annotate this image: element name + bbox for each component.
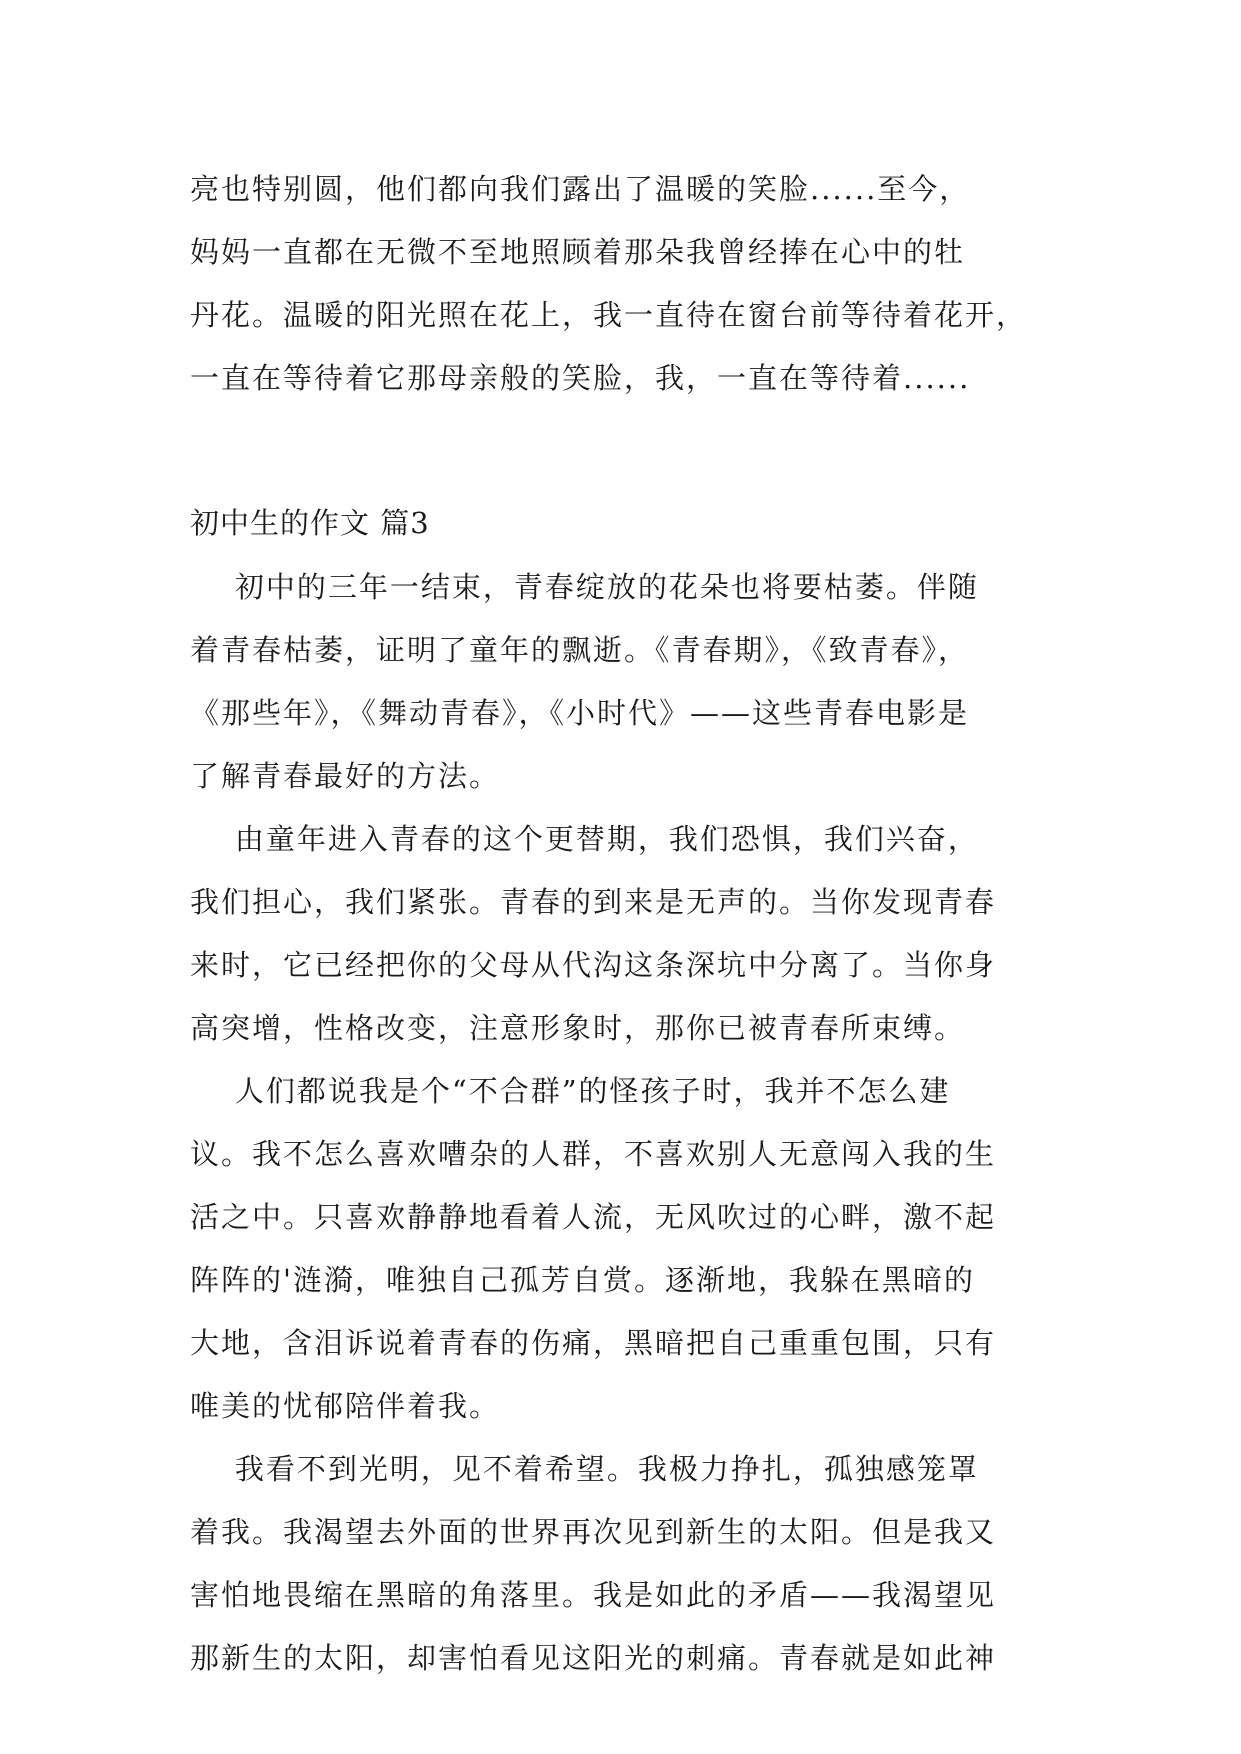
text-line: 了解青春最好的方法。 [190,759,501,793]
paragraph [190,1060,1050,1438]
text-line: 人们都说我是个“不合群”的怪孩子时，我并不怎么建 [190,1074,951,1108]
text-line: 由童年进入青春的这个更替期，我们恐惧，我们兴奋， [190,822,979,856]
text-line: 活之中。只喜欢静静地看着人流，无风吹过的心畔，激不起 [190,1200,997,1234]
text-line: 我看不到光明，见不着希望。我极力挣扎，孤独感笼罩 [190,1452,979,1486]
text-line: 《那些年》，《舞动青春》，《小时代》——这些青春电影是 [190,696,970,730]
text-line: 着青春枯萎，证明了童年的飘逝。《青春期》，《致青春》， [190,633,970,667]
section-heading: 初中生的作文 篇3 [190,506,430,540]
text-line: 来时，它已经把你的父母从代沟这条深坑中分离了。当你身 [190,948,997,982]
text-line: 那新生的太阳，却害怕看见这阳光的刺痛。青春就是如此神 [190,1641,997,1675]
text-line: 丹花。温暖的阳光照在花上，我一直待在窗台前等待着花开， [190,298,1028,332]
text-line: 亮也特别圆，他们都向我们露出了温暖的笑脸......至今， [190,172,971,206]
paragraph [190,556,1050,808]
continuation-paragraph [190,158,1050,410]
text-line: 我们担心，我们紧张。青春的到来是无声的。当你发现青春 [190,885,997,919]
text-line: 大地，含泪诉说着青春的伤痛，黑暗把自己重重包围，只有 [190,1326,997,1360]
paragraph [190,808,1050,1060]
text-line: 着我。我渴望去外面的世界再次见到新生的太阳。但是我又 [190,1515,997,1549]
paragraph [190,1438,1050,1690]
essay-text [190,158,1050,1690]
text-line: 妈妈一直都在无微不至地照顾着那朵我曾经捧在心中的牡 [190,235,966,269]
text-line: 阵阵的'涟漪，唯独自己孤芳自赏。逐渐地，我躲在黑暗的 [190,1263,975,1297]
text-line: 害怕地畏缩在黑暗的角落里。我是如此的矛盾——我渴望见 [190,1578,997,1612]
text-line: 高突增，性格改变，注意形象时，那你已被青春所束缚。 [190,1011,966,1045]
text-line: 初中的三年一结束，青春绽放的花朵也将要枯萎。伴随 [190,570,979,604]
text-line: 唯美的忧郁陪伴着我。 [190,1389,501,1423]
text-line: 一直在等待着它那母亲般的笑脸，我，一直在等待着...... [190,361,971,395]
text-line: 议。我不怎么喜欢嘈杂的人群，不喜欢别人无意闯入我的生 [190,1137,997,1171]
